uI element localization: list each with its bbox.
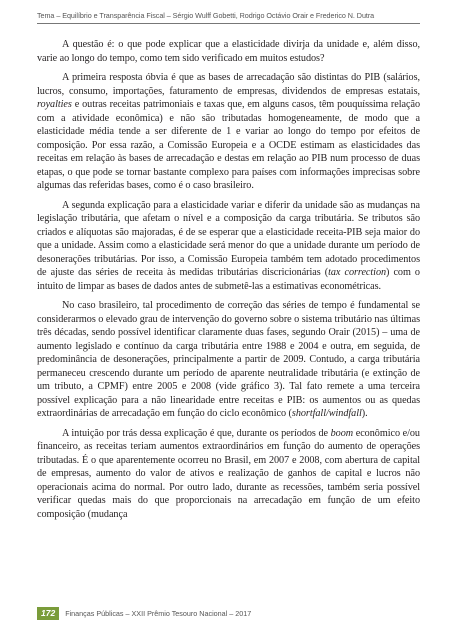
body-paragraph [37, 71, 420, 193]
text-run: ) com o intuito de limpar as bases de dados antes de submetê-las a estimativas econométricas. [37, 267, 420, 292]
text-run: No caso brasileiro, tal procedimento de correção das séries de tempo é fundamental se considerarmos o elevado grau de intervenção do governo sobre o sistema tributário nas últimas três décadas, sendo possível identificar claramente duas fases, segundo Orair (2015) – uma de aumento legislado e contínuo da carga tributária entre 1988 e 2004 e outra, em seguida, de predominância de desonerações, principalmente a partir de 2009. Contudo, a carga tributária permaneceu crescendo durante um período de aparente neutralidade tributária (e extinção de um tributo, a CPMF) entre 2005 e 2008 (vide gráfico 3). Tal fato remete a uma terceira possível explicação para a não linearidade entre receitas e PIB: os aumentos ou as quedas extraordinárias de arrecadação em função do ciclo econômico ( [37, 300, 420, 419]
italic-term: shortfall/windfall [291, 408, 362, 419]
body-paragraph [37, 427, 420, 522]
italic-term: boom [330, 427, 354, 439]
text-run: A segunda explicação para a elasticidade variar e diferir da unidade são as mudanças na legislação tributária, que afetam o nível e a composição da carga tributária. Se tributos são criados e alíquotas são majoradas, é de se esperar que a elasticidade receita-PIB seja maior do que a unidade. Assim como a elasticidade será menor do que a unidade durante um período de desonerações tributárias. Por isso, a Comissão Europeia também tem adotado procedimentos de ajuste das séries de receita às medidas tributárias discricionárias ( [37, 199, 420, 278]
italic-term: tax correction [328, 267, 387, 278]
page-footer [37, 607, 251, 620]
text-run: econômico e/ou financeiro, as receitas teriam aumentos extraordinários em função do aumento de operações tributadas. É o que aparentemente ocorreu no Brasil, em 2007 e 2008, com abertura de capital de empresas, aumento do valor de ativos e realização de ganhos de capital e lucros não operacionais acima do normal. Por outro lado, durante as recessões, também seria possível verificar quedas mais do que proporcionais na arrecadação em função de um efeito composição (mudança [37, 427, 420, 520]
body-paragraph [37, 38, 420, 65]
text-run: e outras receitas patrimoniais e taxas que, em alguns casos, têm pouquíssima relação com a atividade econômica) e não são tributadas homogeneamente, de modo que a elasticidade média tende a ser diferente de 1 e variar ao longo do tempo por efeitos de composição. Por essa razão, a Comissão Europeia e a OCDE estimam as elasticidades das receitas em relação às bases de arrecadação e destas em relação ao PIB num processo de duas etapas, o que pode se tornar bastante complexo para países com informações imprecisas sobre algumas das referidas bases, como é o caso brasileiro. [37, 99, 420, 191]
page-number: 172 [37, 607, 59, 620]
running-header: Tema – Equilíbrio e Transparência Fiscal – Sérgio Wulff Gobetti, Rodrigo Octávio Orair e Frederico N. Dutra [37, 11, 375, 20]
body-paragraph [37, 199, 420, 294]
italic-term: royalties [37, 99, 72, 110]
body-paragraph [37, 299, 420, 421]
text-run: A questão é: o que pode explicar que a elasticidade divirja da unidade e, além disso, varie ao longo do tempo, como tem sido verificado em muitos estudos? [37, 39, 420, 64]
text-run: A intuição por trás dessa explicação é que, durante os períodos de [62, 427, 331, 439]
text-run: A primeira resposta óbvia é que as bases de arrecadação são distintas do PIB (salários, lucros, consumo, importações, faturamento de empresas, dividendos de empresas estatais, [37, 72, 420, 97]
body-text [37, 38, 420, 527]
footer-publication-title: Finanças Públicas – XXII Prêmio Tesouro Nacional – 2017 [65, 609, 252, 618]
header-rule [37, 23, 420, 24]
text-run: ). [361, 408, 368, 419]
